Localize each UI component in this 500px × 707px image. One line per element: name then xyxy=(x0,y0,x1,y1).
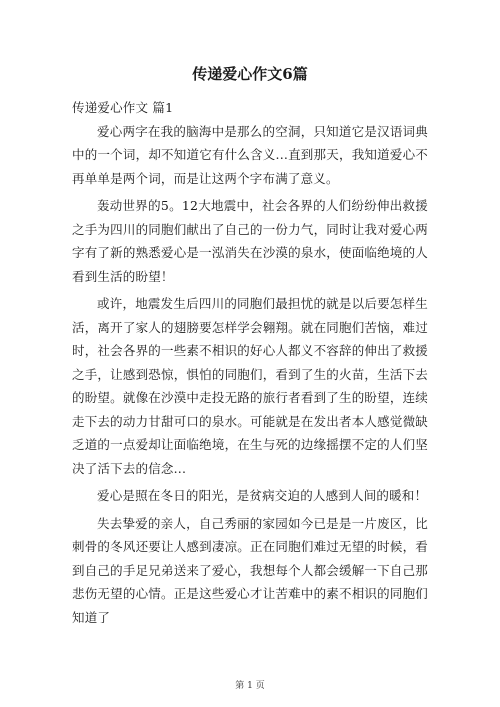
paragraph-3: 或许，地震发生后四川的同胞们最担忧的就是以后要怎样生活，离开了家人的翅膀要怎样学会翱翔。就在同胞们苦恼，难过时，社会各界的一些素不相识的好心人都义不容辞的伸出了救援之手，让感到恐惊，惧怕的同胞们，看到了生的火苗，生活下去的盼望。就像在沙漠中走投无路的旅行者看到了生的盼望，连续走下去的动力甘甜可口的泉水。可能就是在发出者本人感觉微缺乏道的一点爱却让面临绝境，在生与死的边缘摇摆不定的人们坚决了活下去的信念... xyxy=(72,296,428,476)
document-title: 传递爱心作文6篇 xyxy=(192,65,308,83)
document-body xyxy=(72,96,428,629)
paragraph-4: 爱心是照在冬日的阳光，是贫病交迫的人感到人间的暖和！ xyxy=(97,488,428,503)
paragraph-2: 轰动世界的5。12大地震中，社会各界的人们纷纷伸出救援之手为四川的同胞们献出了自己的一份力气，同时让我对爱心两字有了新的熟悉爱心是一泓消失在沙漠的泉水，使面临绝境的人看到生活的盼望！ xyxy=(72,198,428,284)
paragraph-1: 爱心两字在我的脑海中是那么的空洞，只知道它是汉语词典中的一个词，却不知道它有什么含义...直到那天，我知道爱心不再单单是两个词，而是让这两个字布满了意义。 xyxy=(72,123,428,186)
page-number: 第 1 页 xyxy=(235,681,265,691)
paragraph-5: 失去挚爱的亲人，自己秀丽的家园如今已是是一片废区，比刺骨的冬风还要让人感到凄凉。正在同胞们难过无望的时候，看到自己的手足兄弟送来了爱心，我想每个人都会缓解一下自己那悲伤无望的心情。正是这些爱心才让苦难中的素不相识的同胞们知道了 xyxy=(72,515,428,625)
section-subtitle: 传递爱心作文 篇1 xyxy=(72,100,174,115)
